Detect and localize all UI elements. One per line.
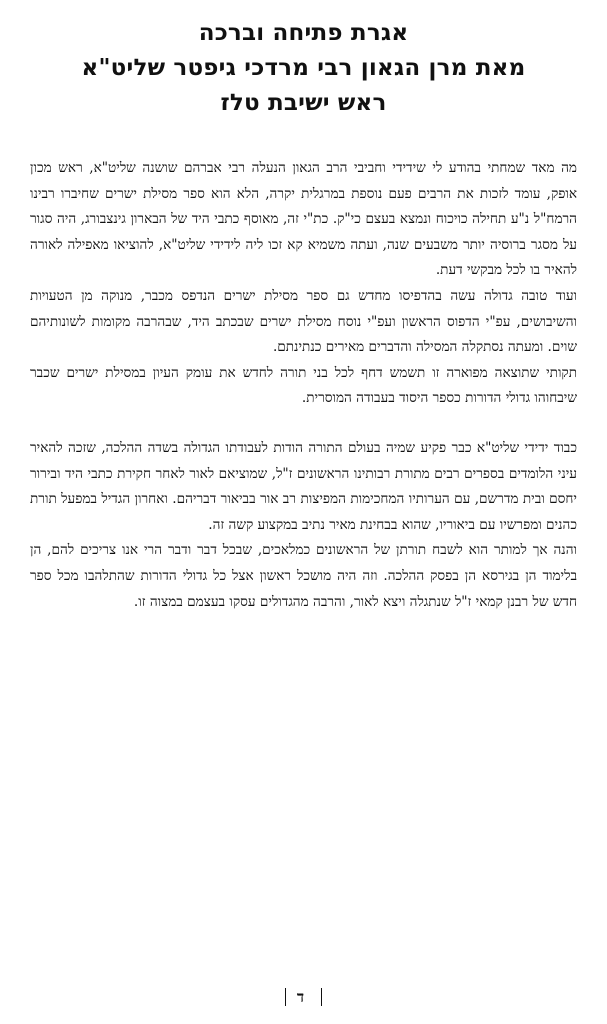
paragraph-1: מה מאד שמחתי בהודע לי שידידי וחביבי הרב הגאון הנעלה רבי אברהם שושנה שליט"א, ראש מכון אופק, עומד לזכות את הרבים פעם נוספת במרגלית יקרה, הלא הוא ספר מסילת ישרים שחיברו רבינו הרמח"ל נ"ע תחילה כויכוח ונמצא בעצם כי"ק. כת"י זה, מאוסף כתבי היד של הבארון גינצבורג, היה סגור על מסגר ברוסיה יותר משבעים שנה, ועתה משמיא קא זכו ליה לידידי שליט"א, להוציאו מאפילה לאורה להאיר בו לכל מבקשי דעת.: [30, 160, 577, 279]
paragraph-3: תקותי שתוצאה מפוארה זו תשמש דחף לכל בני תורה לחדש את עומק העיון במסילת ישרים שכבר שיבחוהו גדולי הדורות כספר היסוד בעבודה המוסרית.: [30, 364, 577, 407]
heading-author-title: ראש ישיבת טלז: [220, 90, 387, 116]
page-number: [0, 986, 607, 1007]
paragraph-5: והנה אך למותר הוא לשבח תורתן של הראשונים כמלאכים, שבכל דבר ודבר הרי אנו צריכים להם, הן בלימוד הן בגירסא הן בפסק ההלכה. וזה היה מושכל ראשון אצל כל גדולי הדורות שהתלהבו מכל ספר חדש של רבנן קמאי ז"ל שנתגלה ויצא לאור, והרבה מהגדולים עסקו בעצמם במצוה זו.: [30, 542, 577, 610]
heading-author: מאת מרן הגאון רבי מרדכי גיפטר שליט"א: [81, 55, 526, 81]
page-number-bracket-left: [285, 988, 286, 1006]
section-gap: [30, 412, 577, 436]
paragraph-4: כבוד ידידי שליט"א כבר פקיע שמיה בעולם התורה הודות לעבודתו הגדולה בשדה ההלכה, שזכה להאיר עיני הלומדים בספרים רבים מתורת רבותינו הראשונים ז"ל, שמוציאם לאור לאחר חקירת כתבי היד ובירור יחסם ובית מדרשם, עם הערותיו המחכימות המפיצות רב אור בביאור דבריהם. ואחרון הגדיל במפעל תורת כהנים ומפרשיו עם ביאוריו, שהוא בבחינת מאיר נתיב במקצוע קשה זה.: [30, 439, 577, 533]
page-number-bracket-right: [321, 988, 322, 1006]
paragraph-2: ועוד טובה גדולה עשה בהדפיסו מחדש גם ספר מסילת ישרים הנדפס מכבר, מנוקה מן הטעויות והשיבושים, עפ"י הדפוס הראשון ועפ"י נוסח מסילת ישרים שבכתב היד, שבהרבה מקומות לשונותיהם שוים. ומעתה נסתקלה המסילה והדברים מאירים כנתינתם.: [30, 287, 577, 356]
letter-heading: [40, 16, 567, 121]
heading-title: אגרת פתיחה וברכה: [198, 20, 409, 46]
page-number-value: ד: [296, 988, 311, 1006]
letter-body: [30, 156, 577, 615]
